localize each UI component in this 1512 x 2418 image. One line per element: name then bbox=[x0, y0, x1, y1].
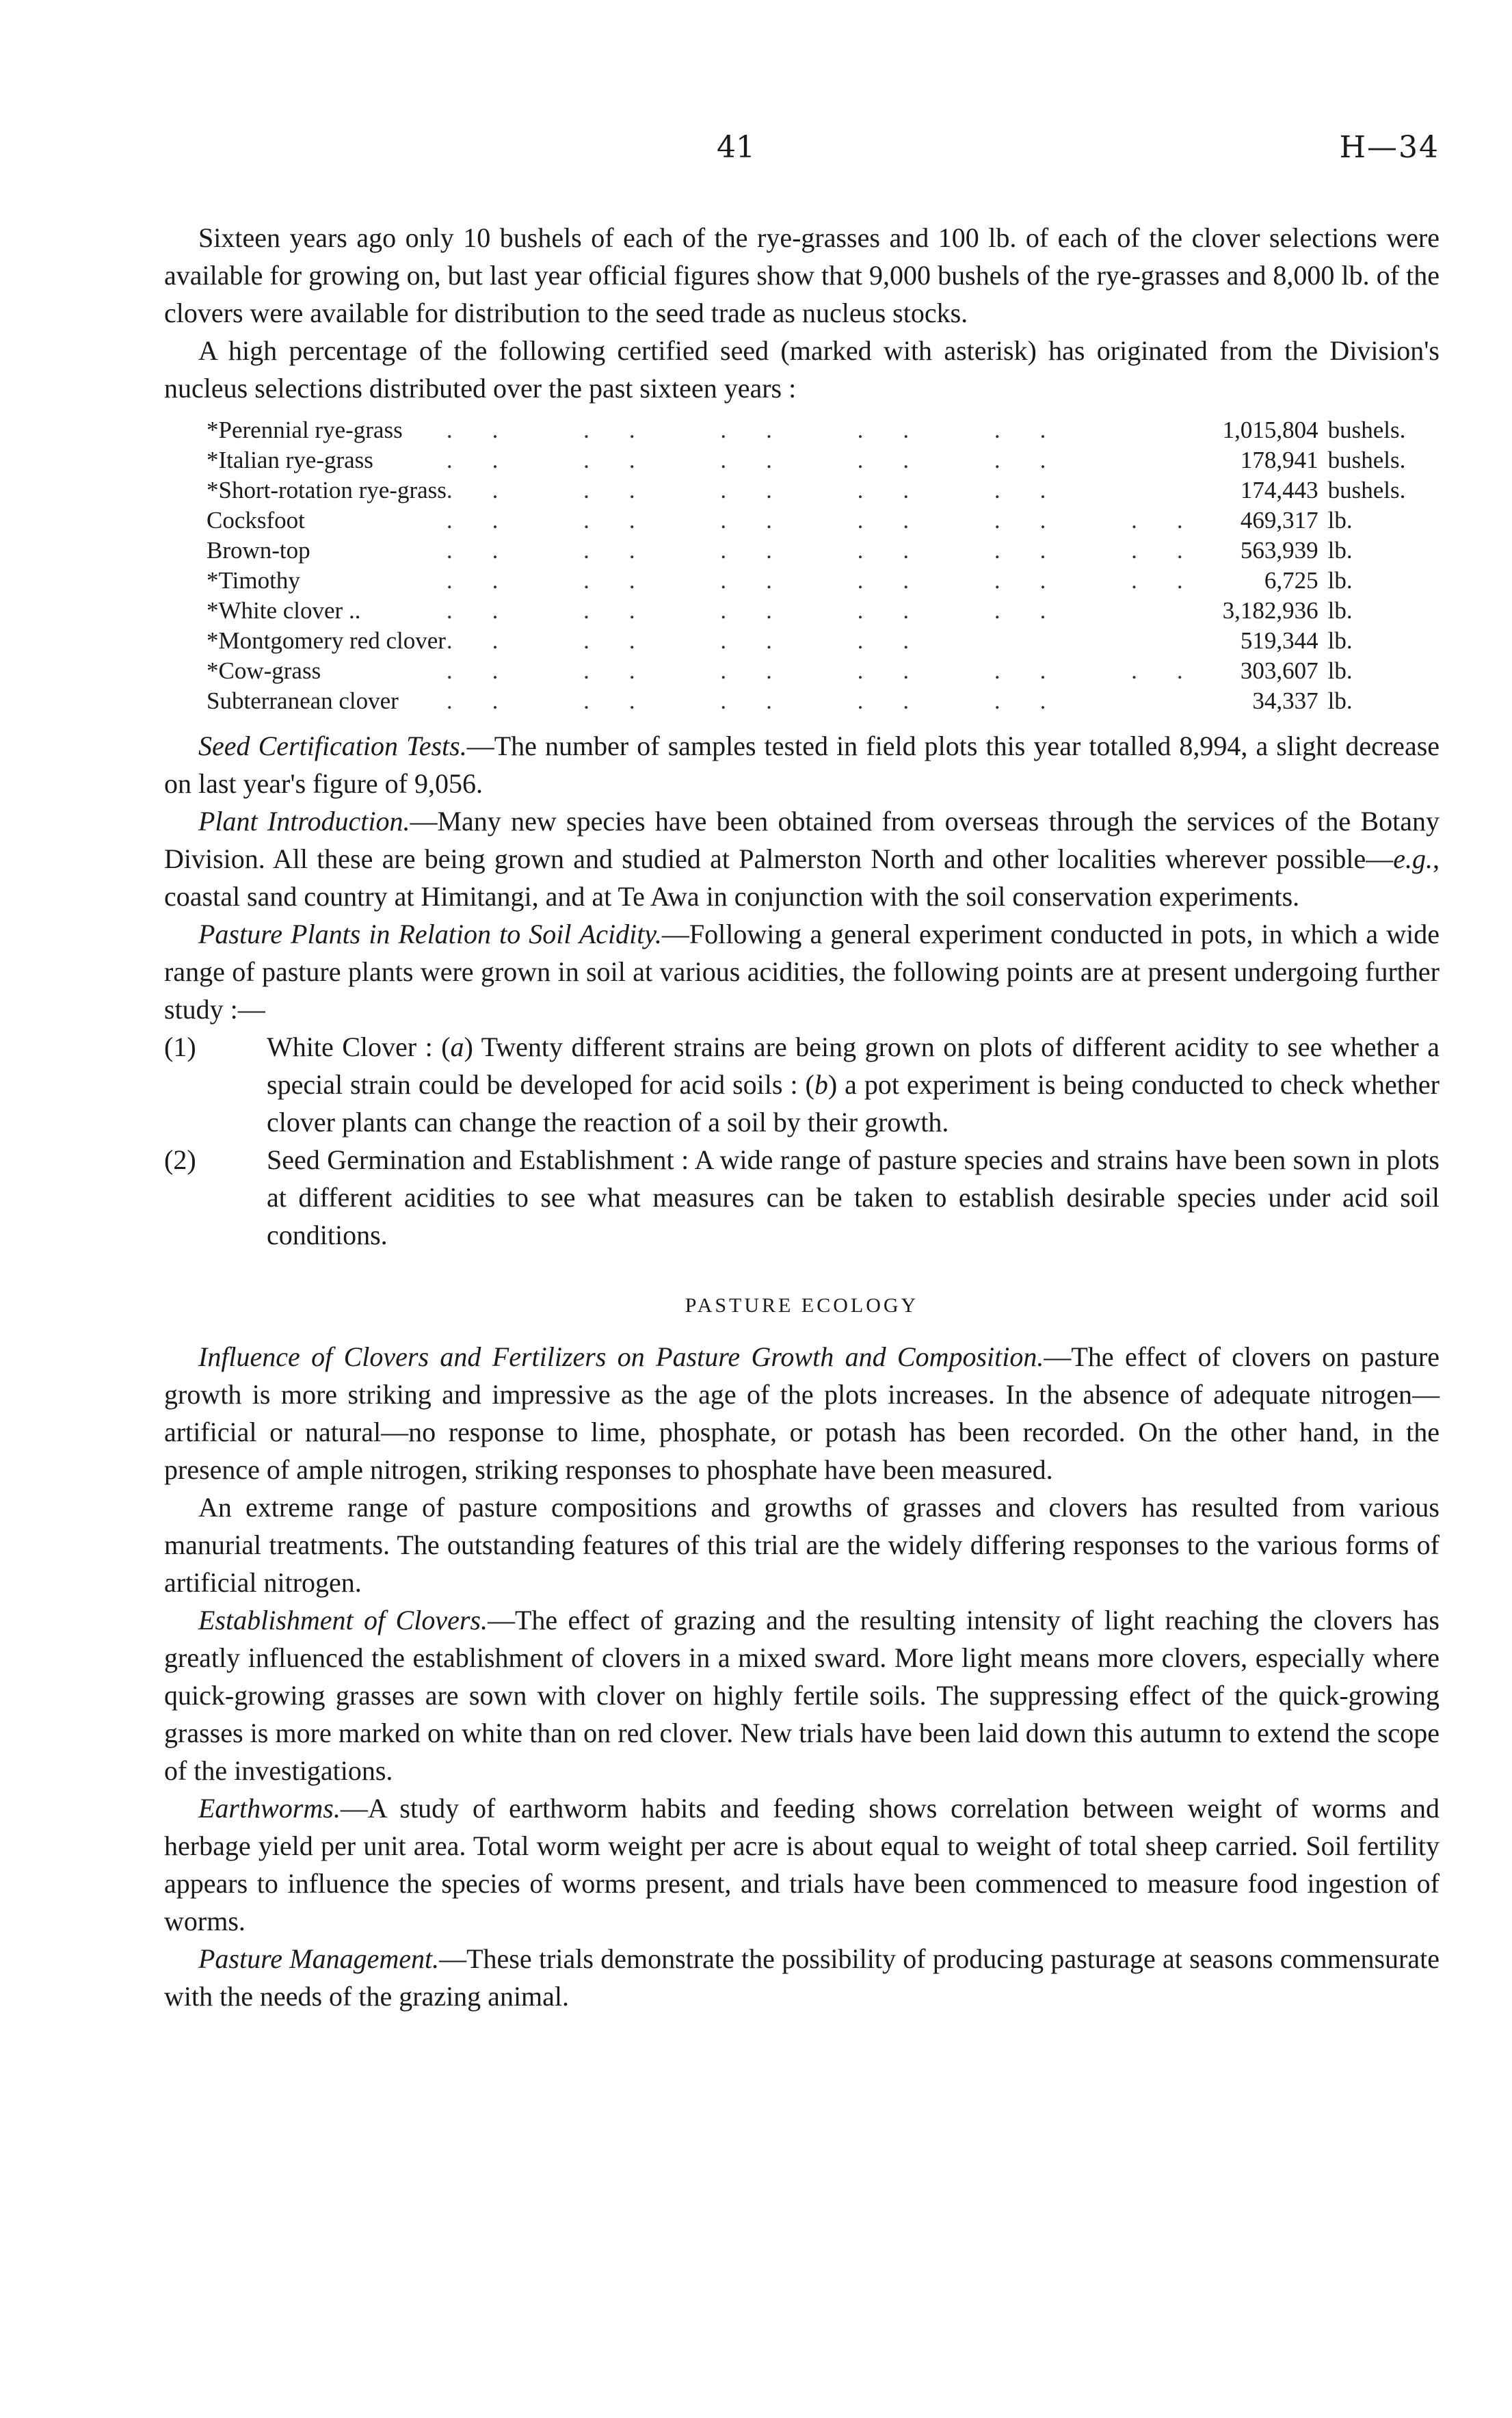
seed-unit: lb. bbox=[1327, 657, 1353, 684]
seed-certification-text: —The number of samples tested in field plots this year totalled 8,994, a slight decrease on last year's figure of 9,056. bbox=[164, 731, 1440, 799]
plant-introduction-eg: e.g. bbox=[1393, 843, 1433, 874]
seed-table-row bbox=[207, 445, 1405, 475]
intro-paragraph-2: A high percentage of the following certified seed (marked with asterisk) has originated from the Division's nucleus selections distributed over the past sixteen years : bbox=[164, 335, 1440, 404]
plant-introduction-title: Plant Introduction. bbox=[198, 806, 410, 837]
ecology-text: —The effect of clovers on pasture growth is more striking and impressive as the age of the plots increases. In the absence of adequate nitrogen—artificial or natural—no response to lime, phosphate, or potash has been recorded. On the other hand, in the presence of ample nitrogen, striking responses to phosphate have been measured. bbox=[164, 1341, 1440, 1485]
ecology-title: Pasture Management. bbox=[198, 1943, 440, 1974]
list-number: (1) bbox=[164, 1031, 196, 1062]
seed-quantity: 174,443 bbox=[1240, 477, 1318, 503]
seed-table-row bbox=[207, 626, 1405, 656]
seed-unit: lb. bbox=[1327, 597, 1353, 624]
document-code: H—34 bbox=[1339, 130, 1440, 165]
ecology-paragraph-2 bbox=[164, 1488, 1440, 1601]
seed-unit: lb. bbox=[1327, 687, 1353, 714]
ecology-text: —The effect of grazing and the resulting intensity of light reaching the clovers has greatly influenced the establishment of clovers in a mixed sward. More light means more clovers, especially where quick-growing grasses are sown with clover on highly fertile soils. The suppressing effect of the quick-growing grasses is more marked on white than on red clover. New trials have been laid down this autumn to extend the scope of the investigations. bbox=[164, 1605, 1440, 1786]
list-item-seed-germination bbox=[164, 1141, 1440, 1254]
page-number: 41 bbox=[717, 130, 755, 165]
certified-seed-table bbox=[207, 415, 1405, 716]
plant-introduction-text-end: , coastal sand country at Himitangi, and at Te Awa in conjunction with the soil conservation experiments. bbox=[164, 843, 1440, 912]
seed-name: *Short-rotation rye-grass bbox=[207, 477, 447, 503]
soil-acidity-text: —Following a general experiment conducted in pots, in which a wide range of pasture plants were grown in soil at various acidities, the following points are at present undergoing further study :— bbox=[164, 919, 1440, 1025]
seed-quantity: 3,182,936 bbox=[1222, 597, 1318, 624]
seed-quantity: 1,015,804 bbox=[1222, 417, 1318, 443]
seed-table-row bbox=[207, 415, 1405, 445]
list-text: ) a pot experiment is being conducted to check whether clover plants can change the reaction of a soil by their growth. bbox=[267, 1069, 1440, 1138]
seed-name: *Montgomery red clover bbox=[207, 627, 446, 654]
leader-dots: .. .. .. .. .. bbox=[446, 417, 1086, 443]
list-sub-label: a bbox=[450, 1031, 464, 1062]
list-text: ) Twenty different strains are being grown on plots of different acidity to see whether a special strain could be developed for acid soils : ( bbox=[267, 1031, 1440, 1100]
seed-name: Brown-top bbox=[207, 537, 310, 564]
leader-dots: .. .. .. .. .. .. bbox=[446, 657, 1223, 684]
leader-dots: .. .. .. .. .. bbox=[446, 687, 1086, 714]
seed-unit: lb. bbox=[1327, 567, 1353, 594]
leader-dots: .. .. .. .. .. bbox=[446, 447, 1086, 473]
ecology-text: An extreme range of pasture compositions and growths of grasses and clovers has resulted from various manurial treatments. The outstanding features of this trial are the widely differing responses to the various forms of artificial nitrogen. bbox=[164, 1492, 1440, 1598]
seed-table-row bbox=[207, 656, 1405, 686]
seed-name: *Italian rye-grass bbox=[207, 447, 373, 473]
intro-paragraph-1: Sixteen years ago only 10 bushels of each of the rye-grasses and 100 lb. of each of the clover selections were available for growing on, but last year official figures show that 9,000 bushels of the rye-grasses and 8,000 lb. of the clovers were available for distribution to the seed trade as nucleus stocks. bbox=[164, 222, 1440, 328]
ecology-paragraph-5 bbox=[164, 1940, 1440, 2015]
list-text: White Clover : ( bbox=[267, 1031, 451, 1062]
seed-quantity: 519,344 bbox=[1240, 627, 1318, 654]
seed-quantity: 563,939 bbox=[1240, 537, 1318, 564]
soil-acidity-paragraph bbox=[164, 915, 1440, 1028]
seed-name: *White clover .. bbox=[207, 597, 361, 624]
page-header bbox=[164, 130, 1440, 171]
plant-introduction-paragraph bbox=[164, 802, 1440, 915]
ecology-title: Earthworms. bbox=[198, 1793, 341, 1824]
seed-table-row bbox=[207, 536, 1405, 566]
seed-quantity: 34,337 bbox=[1252, 687, 1318, 714]
seed-table-row bbox=[207, 505, 1405, 536]
ecology-title: Influence of Clovers and Fertilizers on Pasture Growth and Composition. bbox=[198, 1341, 1044, 1372]
ecology-title: Establishment of Clovers. bbox=[198, 1605, 488, 1635]
list-sub-label: b bbox=[814, 1069, 828, 1100]
plant-introduction-text: —Many new species have been obtained from overseas through the services of the Botany Division. All these are being grown and studied at Palmerston North and other localities wherever possible— bbox=[164, 806, 1440, 874]
seed-name: Cocksfoot bbox=[207, 507, 305, 534]
seed-unit: lb. bbox=[1327, 507, 1353, 534]
seed-table-row bbox=[207, 596, 1405, 626]
list-text: Seed Germination and Establishment : A wide range of pasture species and strains have been sown in plots at different acidities to see what measures can be taken to establish desirable species under acid soil conditions. bbox=[267, 1144, 1440, 1250]
seed-name: *Perennial rye-grass bbox=[207, 417, 403, 443]
leader-dots: .. .. .. .. bbox=[446, 627, 949, 654]
ecology-paragraph-3 bbox=[164, 1601, 1440, 1789]
seed-quantity: 469,317 bbox=[1240, 507, 1318, 534]
seed-table-row bbox=[207, 686, 1405, 716]
seed-quantity: 6,725 bbox=[1264, 567, 1318, 594]
list-number: (2) bbox=[164, 1144, 196, 1175]
leader-dots: .. .. .. .. .. .. bbox=[446, 507, 1223, 534]
seed-table-row bbox=[207, 475, 1405, 505]
list-item-white-clover bbox=[164, 1028, 1440, 1141]
seed-certification-title: Seed Certification Tests. bbox=[198, 731, 467, 761]
seed-quantity: 178,941 bbox=[1240, 447, 1318, 473]
ecology-text: —These trials demonstrate the possibility of producing pasturage at seasons commensurate with the needs of the grazing animal. bbox=[164, 1943, 1440, 2012]
seed-name: Subterranean clover bbox=[207, 687, 399, 714]
seed-unit: bushels. bbox=[1327, 447, 1406, 473]
leader-dots: .. .. .. .. .. .. bbox=[446, 537, 1223, 564]
ecology-text: —A study of earthworm habits and feeding shows correlation between weight of worms and herbage yield per unit area. Total worm weight per acre is about equal to weight of total sheep carried. Soil fertility appears to influence the species of worms present, and trials have been commenced to measure food ingestion of worms. bbox=[164, 1793, 1440, 1936]
seed-unit: lb. bbox=[1327, 537, 1353, 564]
leader-dots: .. .. .. .. .. .. bbox=[446, 567, 1223, 594]
ecology-paragraph-1 bbox=[164, 1338, 1440, 1488]
seed-unit: lb. bbox=[1327, 627, 1353, 654]
seed-quantity: 303,607 bbox=[1240, 657, 1318, 684]
leader-dots: .. .. .. .. .. bbox=[446, 477, 1086, 503]
section-heading: PASTURE ECOLOGY bbox=[685, 1294, 919, 1317]
seed-unit: bushels. bbox=[1327, 417, 1406, 443]
seed-table-row bbox=[207, 566, 1405, 596]
seed-name: *Cow-grass bbox=[207, 657, 321, 684]
seed-certification-paragraph bbox=[164, 727, 1440, 802]
seed-unit: bushels. bbox=[1327, 477, 1406, 503]
leader-dots: .. .. .. .. .. bbox=[446, 597, 1086, 624]
page-content bbox=[164, 219, 1440, 2015]
seed-name: *Timothy bbox=[207, 567, 300, 594]
ecology-paragraph-4 bbox=[164, 1789, 1440, 1940]
soil-acidity-title: Pasture Plants in Relation to Soil Acidity. bbox=[198, 919, 662, 949]
